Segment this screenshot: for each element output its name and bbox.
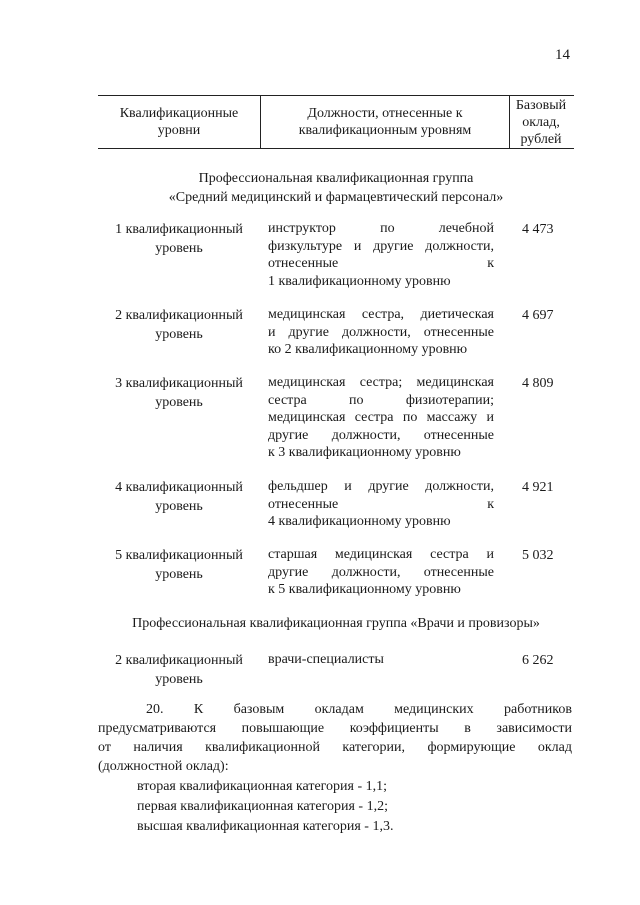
category-coefficients-list [137,777,393,837]
row-position [268,478,494,531]
row-position [268,220,494,290]
row-salary: 4 921 [522,480,554,495]
row-level: 5 квалификационный уровень [115,548,243,582]
clause-20 [98,700,572,776]
position-line: 4 квалификационному уровню [268,514,451,529]
page-number: 14 [555,47,570,63]
row-level: 3 квалификационный уровень [115,376,243,410]
list-item: высшая квалификационная категория - 1,3. [137,819,394,834]
row-level: 1 квалификационный уровень [115,222,243,256]
position-line: другие должности, отнесенные [268,564,494,580]
position-line: сестра по физиотерапии; [268,392,494,408]
clause-line: (должностной оклад): [98,759,229,774]
row-salary: 5 032 [522,548,554,563]
group-title-nursing: Профессиональная квалификационная группа «Средний медицинский и фармацевтический персонал» [168,171,504,205]
position-line: инструктор по лечебной [268,221,494,236]
row-level: 4 квалификационный уровень [115,480,243,514]
row-position [268,651,494,669]
position-line: медицинская сестра, диетическая [268,307,494,322]
position-line: медицинская сестра; медицинская [268,375,494,390]
list-item: первая квалификационная категория - 1,2; [137,799,388,814]
row-position [268,374,494,462]
position-line: другие должности, отнесенные [268,427,494,443]
position-line: медицинская сестра по массажу и [268,410,494,425]
row-level: 2 квалификационный уровень [115,653,243,687]
position-line: к 5 квалификационному уровню [268,582,461,597]
row-position [268,546,494,599]
table-header [98,95,574,149]
row-salary: 4 473 [522,222,554,237]
position-line: врачи-специалисты [268,652,384,667]
position-line: отнесенные к [268,256,494,271]
position-line: старшая медицинская сестра и [268,547,494,562]
clause-line: от наличия квалификационной категории, формирующие оклад [98,740,572,755]
position-line: физкультуре и другие должности, [268,238,494,254]
row-level: 2 квалификационный уровень [115,308,243,342]
header-positions: Должности, отнесенные к квалификационным уровням [260,96,510,148]
row-salary: 4 809 [522,376,554,391]
position-line: отнесенные к [268,496,494,512]
position-line: 1 квалификационному уровню [268,273,451,289]
group-title-doctors: Профессиональная квалификационная группа «Врачи и провизоры» [132,616,540,631]
position-line: и другие должности, отнесенные [268,324,494,340]
clause-line: предусматриваются повышающие коэффициенты в зависимости [98,721,572,736]
position-line: к 3 квалификационному уровню [268,445,461,460]
row-position [268,306,494,359]
row-salary: 4 697 [522,308,554,323]
header-levels: Квалификационные уровни [119,106,239,138]
position-line: фельдшер и другие должности, [268,479,494,494]
list-item: вторая квалификационная категория - 1,1; [137,779,388,794]
position-line: ко 2 квалификационному уровню [268,342,468,357]
row-salary: 6 262 [522,653,554,668]
clause-line: 20. К базовым окладам медицинских работников [146,702,572,717]
header-salary: Базовый оклад, рублей [515,97,567,147]
